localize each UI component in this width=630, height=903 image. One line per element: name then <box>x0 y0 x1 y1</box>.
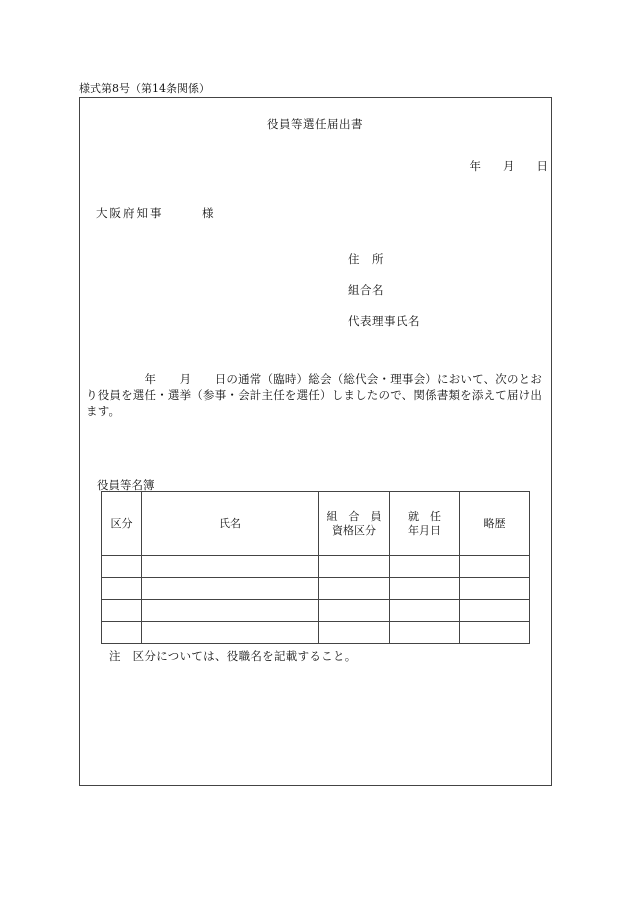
cell-history[interactable] <box>460 556 530 578</box>
header-member-qualification <box>319 492 390 556</box>
date-line <box>448 158 549 174</box>
cell-member-qualification[interactable] <box>319 600 390 622</box>
form-frame <box>79 97 552 786</box>
footnote: 注 区分については、役職名を記載すること。 <box>109 649 357 663</box>
cell-history[interactable] <box>460 622 530 644</box>
date-year: 年 <box>469 159 481 173</box>
sender-union-label: 組合名 <box>348 283 384 297</box>
cell-category[interactable] <box>102 622 142 644</box>
roster-table <box>101 491 530 644</box>
sender-address-label: 住 所 <box>348 252 384 266</box>
date-month: 月 <box>503 159 515 173</box>
cell-name[interactable] <box>142 622 319 644</box>
header-category: 区分 <box>102 492 142 556</box>
form-number-label: 様式第8号（第14条関係） <box>79 82 210 95</box>
cell-appointment-date[interactable] <box>390 600 460 622</box>
cell-name[interactable] <box>142 600 319 622</box>
table-row <box>102 556 530 578</box>
body-paragraph: 年 月 日の通常（臨時）総会（総代会・理事会）において、次のとおり役員を選任・選挙（参事・会計主任を選任）しましたので、関係書類を添えて届け出ます。 <box>86 372 543 418</box>
table-row <box>102 600 530 622</box>
sender-representative-label: 代表理事氏名 <box>348 314 420 328</box>
addressee-suffix: 様 <box>202 206 214 220</box>
header-appointed-line2: 年月日 <box>408 523 441 537</box>
header-name: 氏名 <box>142 492 319 556</box>
table-row <box>102 578 530 600</box>
cell-member-qualification[interactable] <box>319 622 390 644</box>
header-member-line2: 資格区分 <box>332 523 376 537</box>
header-appointed-line1: 就 任 <box>408 509 441 523</box>
cell-history[interactable] <box>460 600 530 622</box>
cell-appointment-date[interactable] <box>390 578 460 600</box>
document-title: 役員等選任届出書 <box>267 117 363 131</box>
date-day: 日 <box>536 159 548 173</box>
roster-title: 役員等名簿 <box>97 478 155 492</box>
cell-category[interactable] <box>102 578 142 600</box>
cell-category[interactable] <box>102 556 142 578</box>
header-member-line1: 組 合 員 <box>326 509 382 523</box>
cell-appointment-date[interactable] <box>390 556 460 578</box>
roster-header-row <box>102 492 530 556</box>
addressee-name: 大阪府知事 <box>96 206 164 220</box>
cell-history[interactable] <box>460 578 530 600</box>
cell-appointment-date[interactable] <box>390 622 460 644</box>
cell-name[interactable] <box>142 578 319 600</box>
header-history: 略歴 <box>460 492 530 556</box>
cell-member-qualification[interactable] <box>319 556 390 578</box>
header-appointment-date <box>390 492 460 556</box>
cell-name[interactable] <box>142 556 319 578</box>
cell-member-qualification[interactable] <box>319 578 390 600</box>
cell-category[interactable] <box>102 600 142 622</box>
table-row <box>102 622 530 644</box>
